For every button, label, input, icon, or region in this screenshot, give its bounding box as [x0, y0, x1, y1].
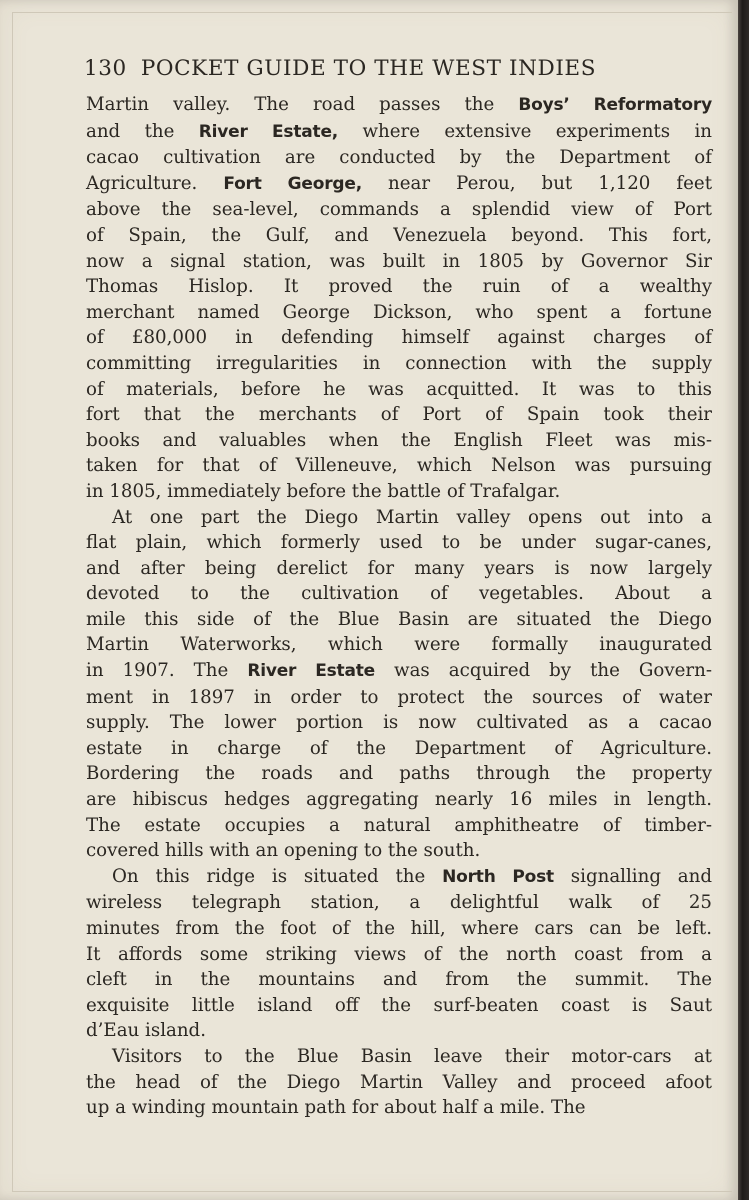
text-line — [86, 530, 712, 556]
text-line — [86, 761, 712, 787]
text-run: On this ridge is situated the — [112, 865, 443, 887]
text-line — [86, 428, 712, 454]
text-line — [86, 916, 712, 942]
bold-place-name: Boys’ Reformatory — [518, 95, 712, 115]
text-run: supply. The lower portion is now cultivated as a cacao — [86, 712, 712, 734]
text-run: books and valuables when the English Fleet was mis- — [86, 429, 712, 451]
text-line — [86, 658, 712, 685]
text-line — [86, 325, 712, 351]
text-run: Thomas Hislop. It proved the ruin of a wealthy — [86, 276, 712, 298]
bold-place-name: River Estate — [247, 661, 375, 682]
text-run: now a signal station, was built in 1805 by Governor Sir — [86, 250, 712, 272]
text-line — [86, 685, 712, 711]
bold-place-name: North Post — [442, 866, 554, 887]
text-line — [86, 249, 712, 275]
text-line — [86, 1070, 712, 1096]
text-run: Bordering the roads and paths through the property — [86, 763, 712, 785]
text-run: The estate occupies a natural amphitheatre of timber- — [86, 814, 712, 836]
text-run: signalling and — [553, 865, 713, 887]
text-run: minutes from the foot of the hill, where cars can be left. — [86, 918, 712, 939]
text-run: Martin Waterworks, which were formally inaugurated — [86, 634, 712, 656]
text-run: of £80,000 in defending himself against charges of — [86, 327, 712, 349]
text-line — [86, 377, 712, 403]
text-line — [86, 1018, 712, 1044]
text-line — [86, 1095, 712, 1121]
text-line — [86, 145, 712, 171]
text-run: estate in charge of the Department of Agriculture. — [86, 737, 712, 759]
text-run: where extensive experiments in — [338, 120, 712, 142]
text-run: and the — [86, 120, 199, 142]
text-line — [86, 993, 712, 1019]
bold-place-name: Fort George, — [223, 173, 362, 194]
running-title: POCKET GUIDE TO THE WEST INDIES — [140, 56, 597, 81]
text-run: fort that the merchants of Port of Spain took their — [86, 404, 712, 426]
text-run: Martin valley. The road passes the — [86, 94, 519, 115]
text-line — [86, 453, 712, 479]
text-run: Agriculture. — [86, 172, 224, 194]
body-text — [86, 92, 712, 1121]
text-run: taken for that of Villeneuve, which Nelson was pursuing — [86, 455, 712, 477]
text-line — [86, 581, 712, 607]
text-line — [86, 300, 712, 326]
text-line — [86, 607, 712, 633]
text-line — [86, 274, 712, 300]
text-line — [86, 813, 712, 839]
text-run: near Perou, but 1,120 feet — [361, 172, 712, 194]
text-line — [86, 197, 712, 223]
text-run: cacao cultivation are conducted by the Department of — [86, 147, 712, 169]
text-run: mile this side of the Blue Basin are situated the Diego — [86, 608, 712, 630]
text-run: above the sea-level, commands a splendid view of Port — [86, 199, 712, 221]
text-line — [86, 710, 712, 736]
text-line — [86, 967, 712, 993]
text-line — [86, 1044, 712, 1070]
text-line — [86, 119, 712, 146]
bold-place-name: River Estate, — [198, 121, 339, 142]
text-line — [86, 171, 712, 198]
text-run: Visitors to the Blue Basin leave their motor-cars at — [112, 1045, 712, 1067]
text-line — [86, 351, 712, 377]
text-line — [86, 942, 712, 968]
text-line — [86, 402, 712, 428]
text-run: up a winding mountain path for about half a mile. The — [86, 1097, 586, 1119]
text-run: and after being derelict for many years is now largely — [86, 557, 712, 579]
text-line — [86, 479, 712, 505]
text-line — [86, 838, 712, 864]
text-run: of materials, before he was acquitted. It was to this — [86, 378, 712, 400]
text-line — [86, 890, 712, 916]
text-run: are hibiscus hedges aggregating nearly 16 miles in length. — [86, 789, 712, 811]
text-run: It affords some striking views of the north coast from a — [86, 943, 712, 965]
text-run: devoted to the cultivation of vegetables. About a — [86, 583, 712, 605]
text-run: in 1805, immediately before the battle of Trafalgar. — [86, 480, 561, 502]
text-line — [86, 505, 712, 531]
text-run: merchant named George Dickson, who spent a fortune — [86, 301, 712, 323]
text-run: exquisite little island off the surf-beaten coast is Saut — [86, 994, 712, 1016]
page-number: 130 — [84, 56, 127, 81]
text-run: flat plain, which formerly used to be under sugar-canes, — [86, 532, 712, 554]
text-line — [86, 556, 712, 582]
text-run: At one part the Diego Martin valley opens out into a — [112, 506, 712, 528]
text-line — [86, 223, 712, 249]
text-line — [86, 632, 712, 658]
text-run: of Spain, the Gulf, and Venezuela beyond. This fort, — [86, 224, 712, 246]
text-line — [86, 736, 712, 762]
page-edge — [738, 0, 749, 1200]
text-run: covered hills with an opening to the south. — [86, 840, 481, 862]
text-run: d’Eau island. — [86, 1020, 206, 1042]
text-line — [86, 787, 712, 813]
text-run: was acquired by the Govern- — [374, 660, 712, 682]
text-run: in 1907. The — [86, 660, 248, 682]
running-header — [84, 56, 664, 81]
text-line — [86, 92, 712, 119]
text-run: committing irregularities in connection with the supply — [86, 352, 712, 374]
text-run: cleft in the mountains and from the summit. The — [86, 969, 712, 991]
text-run: the head of the Diego Martin Valley and proceed afoot — [86, 1071, 712, 1093]
text-run: wireless telegraph station, a delightful walk of 25 — [86, 892, 712, 914]
text-run: ment in 1897 in order to protect the sources of water — [86, 686, 712, 708]
text-line — [86, 864, 712, 891]
